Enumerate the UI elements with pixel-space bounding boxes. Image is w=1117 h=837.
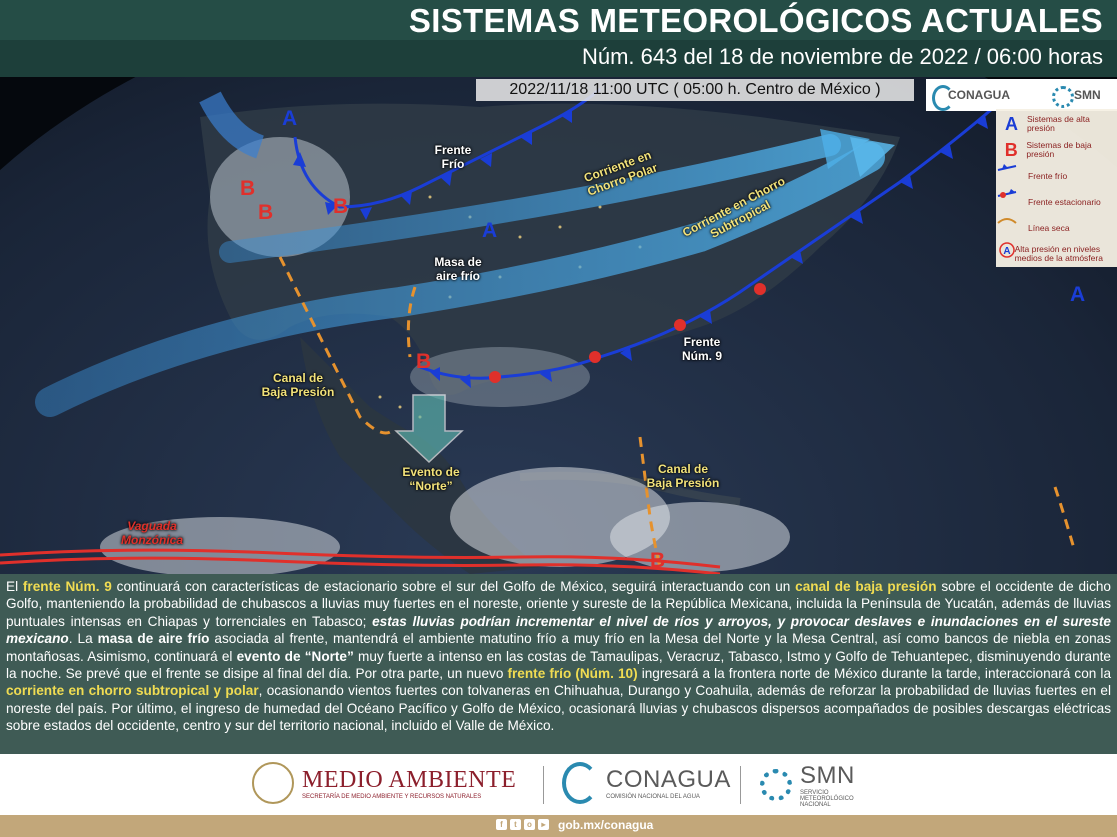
high-pressure-marker-1: A xyxy=(282,107,298,130)
legend-stationary-front xyxy=(996,189,1117,215)
high-pressure-marker-3: A xyxy=(1070,283,1086,306)
map-timestamp: 2022/11/18 11:00 UTC ( 05:00 h. Centro de México ) xyxy=(476,79,914,101)
mexico-seal-icon xyxy=(252,762,294,804)
map-drawing xyxy=(0,77,1117,574)
medio-ambiente-label: MEDIO AMBIENTE xyxy=(302,766,517,793)
legend-label-high: Sistemas de alta presión xyxy=(1026,114,1090,133)
desc-warning: estas lluvias podrían incrementar el nivel de ríos y arroyos, y provocar deslaves e inundaciones en el sureste mexicano xyxy=(6,613,1111,647)
smn-sub: SERVICIO METEOROLÓGICO NACIONAL xyxy=(800,790,854,808)
label-canal-baja-1: Canal de Baja Presión xyxy=(261,371,335,399)
desc-hl-canal-baja: canal de baja presión xyxy=(795,579,937,594)
social-icons xyxy=(496,819,549,830)
conagua-mini-label: CONAGUA xyxy=(948,88,1010,102)
high-pressure-icon: A xyxy=(1004,113,1018,134)
low-pressure-icon: B xyxy=(1004,139,1018,160)
low-pressure-marker-1: B xyxy=(240,177,256,200)
low-pressure-marker-3: B xyxy=(333,195,349,218)
desc-text-2: continuará con características de estacionario sobre el sur del Golfo de México, seguirá interactuando con un xyxy=(111,579,796,594)
facebook-icon[interactable]: f xyxy=(496,819,507,830)
smn-gear-icon xyxy=(760,769,792,801)
medio-ambiente-sub: SECRETARÍA DE MEDIO AMBIENTE Y RECURSOS NATURALES xyxy=(302,793,482,800)
svg-text:A: A xyxy=(1003,246,1011,257)
footer-divider-1 xyxy=(543,766,544,804)
legend-label-dry-line: Línea seca xyxy=(1028,222,1070,233)
header-banner xyxy=(0,0,1117,77)
legend-label-cold-front: Frente frío xyxy=(1028,170,1068,181)
smn-logo xyxy=(760,762,860,808)
desc-text-5: asociada al frente, mantendrá el ambiente matutino frío a muy frío en la Mesa del Norte y la Mesa Central, así como bancos de niebla en zonas montañosas. Asimismo, continuará el xyxy=(6,631,1112,664)
forecast-paragraph xyxy=(0,574,1117,735)
conagua-drop-icon xyxy=(562,762,598,804)
satellite-map xyxy=(0,77,1117,574)
conagua-label: CONAGUA xyxy=(606,766,731,793)
legend-low-pressure xyxy=(996,137,1117,163)
map-legend xyxy=(996,109,1117,267)
label-polar-jet: Corriente en Chorro Polar xyxy=(581,147,660,199)
label-frente-9: Frente Núm. 9 xyxy=(681,335,722,363)
legend-label-stationary: Frente estacionario xyxy=(1028,196,1101,207)
desc-hl-frente-10: frente frío (Núm. 10) xyxy=(507,666,638,682)
desc-text-4: . La xyxy=(68,631,98,647)
desc-hl-corriente: corriente en chorro subtropical y polar xyxy=(6,683,259,699)
map-logos xyxy=(926,79,1117,111)
instagram-icon[interactable]: o xyxy=(524,819,535,830)
label-evento-norte: Evento de “Norte” xyxy=(402,465,460,493)
footer-divider-2 xyxy=(740,766,741,804)
desc-text-8: , ocasionando vientos fuertes con tolvaneras en Chihuahua, Durango y Coahuila, además de reforzar la probabilidad de lluvias fuertes en el noreste del país. Por último, el ingreso de humedad del Océano Pacífico y Golfo de México, ocasionará lluvias y chubascos dispersos acompañados de posibles descargas eléctricas sobre estados del occidente, centro y sur del territorio nacional, incluido el Valle de México. xyxy=(6,683,1112,734)
label-masa-aire-frio: Masa de aire frío xyxy=(434,255,482,283)
low-pressure-marker-4: B xyxy=(416,350,432,373)
legend-label-low: Sistemas de baja presión xyxy=(1026,140,1092,159)
footer-logos xyxy=(0,754,1117,815)
page-title: SISTEMAS METEOROLÓGICOS ACTUALES xyxy=(408,2,1103,39)
page-subtitle: Núm. 643 del 18 de noviembre de 2022 / 06:00 horas xyxy=(581,44,1103,69)
label-canal-baja-2: Canal de Baja Presión xyxy=(646,462,720,490)
legend-cold-front xyxy=(996,163,1117,189)
smn-label: SMN xyxy=(800,762,855,789)
legend-high-pressure xyxy=(996,111,1117,137)
desc-text-1: El xyxy=(6,579,23,594)
low-pressure-marker-5: B xyxy=(650,549,666,572)
label-subtropical-jet: Corriente en Chorro Subtropical xyxy=(680,173,788,241)
desc-text-7: ingresará a la frontera norte de México durante la tarde, interaccionará con la xyxy=(637,666,1112,682)
gob-mx-link[interactable]: gob.mx/conagua xyxy=(558,818,654,832)
label-vaguada-monzonica: Vaguada Monzónica xyxy=(121,519,183,547)
desc-evento-norte: evento de “Norte” xyxy=(236,648,354,664)
label-frente-frio: Frente Frío xyxy=(434,143,472,171)
legend-label-mid-high: Alta presión en niveles medios de la atmósfera xyxy=(1014,244,1103,263)
low-pressure-marker-2: B xyxy=(258,201,274,224)
high-pressure-marker-2: A xyxy=(482,219,498,242)
twitter-icon[interactable]: t xyxy=(510,819,521,830)
conagua-sub: COMISIÓN NACIONAL DEL AGUA xyxy=(606,794,700,800)
footer-social-bar xyxy=(0,815,1117,837)
forecast-description xyxy=(0,574,1117,754)
smn-logo-icon xyxy=(1052,86,1074,108)
conagua-logo-icon xyxy=(932,85,954,111)
conagua-logo xyxy=(562,762,731,804)
desc-masa-aire: masa de aire frío xyxy=(97,631,210,647)
cloud-mass-south xyxy=(610,502,790,572)
semarnat-logo xyxy=(252,762,516,804)
legend-dry-line xyxy=(996,215,1117,241)
legend-mid-level-high xyxy=(996,241,1117,267)
desc-text-3: sobre el occidente de dicho Golfo, manteniendo la probabilidad de chubascos a lluvias muy fuertes en el noreste, oriente y sureste de la República Mexicana, incluida la Península de Yucatán, además de lluvias puntuales intensas en Chiapas y torrenciales en Tabasco; xyxy=(6,579,1111,629)
desc-hl-frente-9: frente Núm. 9 xyxy=(22,579,112,594)
youtube-icon[interactable]: ▸ xyxy=(538,819,549,830)
smn-mini-label: SMN xyxy=(1074,88,1101,102)
desc-text-6: muy fuerte a intenso en las costas de Tamaulipas, Veracruz, Tabasco, Istmo y Golfo de Tehuantepec, disminuyendo durante la noche. Se prevé que el frente se disipe al final del día. Por otra parte, un nuevo xyxy=(6,648,1111,682)
